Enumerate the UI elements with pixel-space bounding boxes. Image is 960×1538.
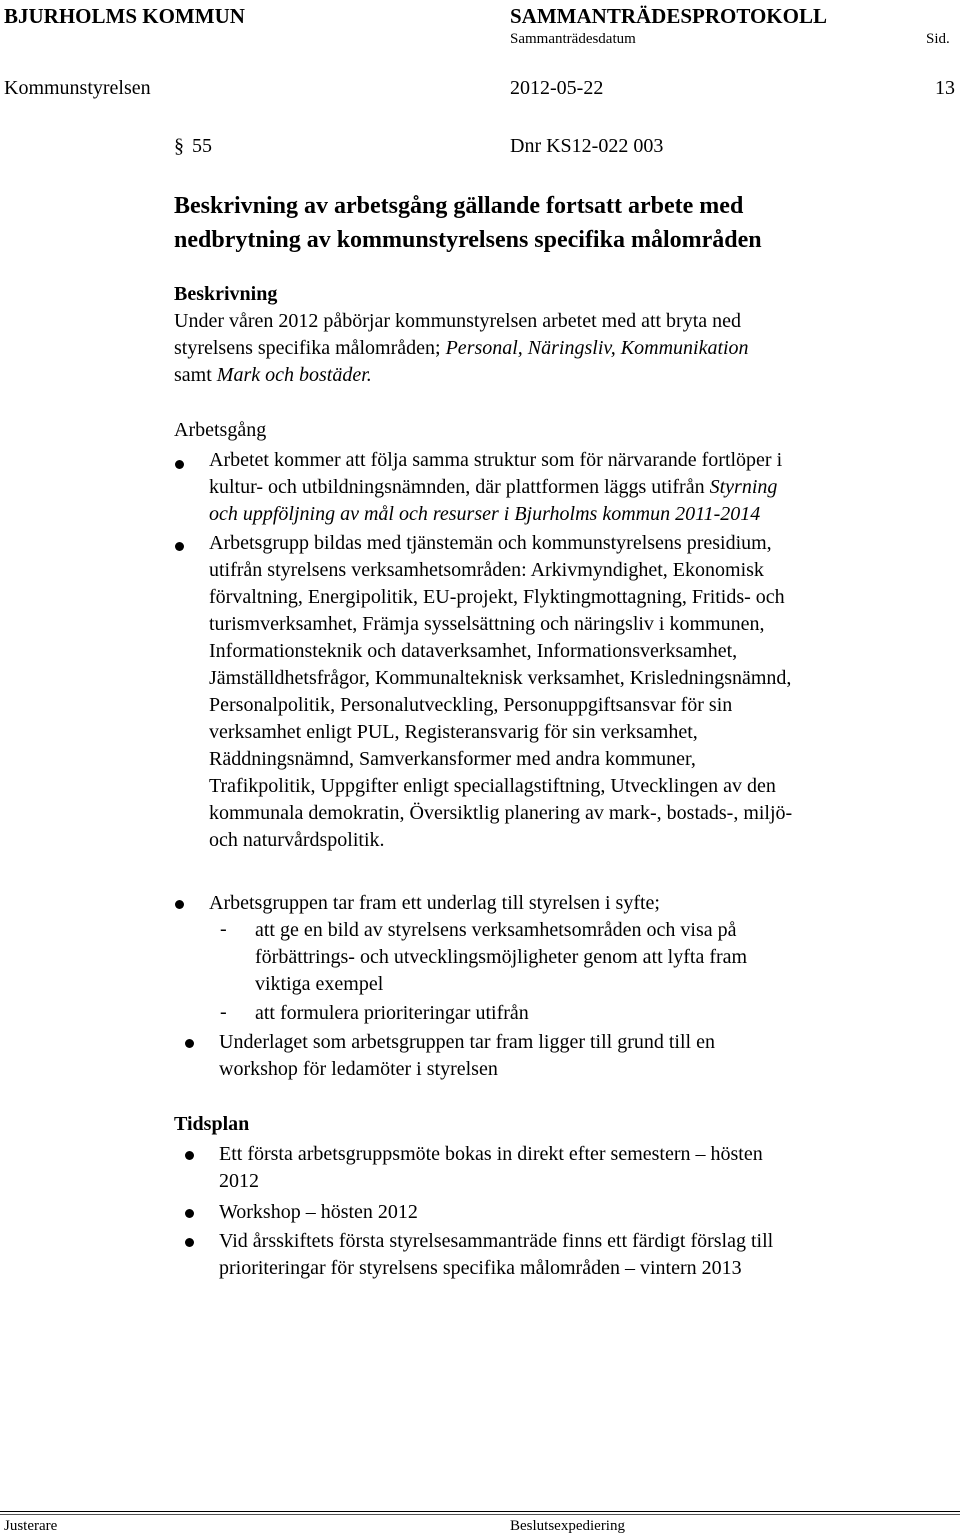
beskrivning-line: [174, 362, 749, 389]
beskrivning-line: Under våren 2012 påbörjar kommunstyrelsen arbetet med att bryta ned: [174, 310, 742, 332]
footer-beslutsexpediering: Beslutsexpediering: [510, 1518, 625, 1534]
bullet-icon: [175, 542, 184, 551]
footer-justerare: Justerare: [4, 1518, 58, 1534]
text-span: samt: [174, 364, 217, 386]
tidsplan-line: prioriteringar för styrelsens specifika målområden – vintern 2013: [219, 1257, 742, 1279]
tidsplan-line: Ett första arbetsgruppsmöte bokas in direkt efter semestern – hösten: [219, 1143, 763, 1165]
tidsplan-item-2: Workshop – hösten 2012: [219, 1201, 418, 1223]
arbetsgang-bullet-3: Arbetsgruppen tar fram ett underlag till styrelsen i syfte;: [209, 892, 660, 914]
bullet-icon: [175, 460, 184, 469]
bullet-line: utifrån styrelsens verksamhetsområden: Arkivmyndighet, Ekonomisk: [209, 559, 764, 581]
italic-span: och uppföljning av mål och resurser i Bjurholms kommun 2011-2014: [209, 503, 761, 525]
tidsplan-line: Vid årsskiftets första styrelsesammanträde finns ett färdigt förslag till: [219, 1230, 774, 1252]
italic-span: Mark och bostäder.: [216, 364, 372, 386]
bullet-line: verksamhet enligt PUL, Registeransvarig för sin verksamhet,: [209, 721, 698, 743]
committee-name: Kommunstyrelsen: [4, 77, 151, 99]
bullet-line: Jämställdhetsfrågor, Kommunalteknisk verksamhet, Krisledningsnämnd,: [209, 667, 792, 689]
footer-divider: [0, 1511, 960, 1512]
bullet-icon: [185, 1151, 194, 1160]
beskrivning-line: [174, 335, 749, 362]
tidsplan-item-3: [219, 1228, 773, 1282]
bullet-line: kommunala demokratin, Översiktlig planering av mark-, bostads-, miljö-: [209, 802, 793, 824]
arbetsgang-bullet-1: [209, 447, 782, 528]
bullet-line: Personalpolitik, Personalutveckling, Personuppgiftsansvar för sin: [209, 694, 733, 716]
bullet-line: turismverksamhet, Främja sysselsättning och näringsliv i kommunen,: [209, 613, 765, 635]
italic-span: Personal, Näringsliv, Kommunikation: [445, 337, 749, 359]
dash-line: viktiga exempel: [255, 973, 384, 995]
bullet-line: Arbetet kommer att följa samma struktur som för närvarande fortlöper i: [209, 449, 783, 471]
tidsplan-heading: Tidsplan: [174, 1113, 250, 1135]
bullet-line: [209, 474, 782, 501]
bullet-line: förvaltning, Energipolitik, EU-projekt, Flyktingmottagning, Fritids- och: [209, 586, 785, 608]
arbetsgang-bullet-2: [209, 530, 792, 854]
dnr: Dnr KS12-022 003: [510, 135, 664, 157]
title-line-1: Beskrivning av arbetsgång gällande fortsatt arbete med: [174, 193, 744, 219]
title-line-2: nedbrytning av kommunstyrelsens specifika målområden: [174, 227, 762, 253]
paragraph-number: 55: [192, 135, 212, 157]
bullet-line: Arbetsgrupp bildas med tjänstemän och kommunstyrelsens presidium,: [209, 532, 772, 554]
beskrivning-heading: Beskrivning: [174, 283, 278, 305]
bullet-icon: [185, 1209, 194, 1218]
bullet-line: och naturvårdspolitik.: [209, 829, 385, 851]
section-sign: §: [174, 135, 184, 157]
page-title: [174, 189, 762, 257]
bullet-icon: [175, 900, 184, 909]
page-number: 13: [935, 77, 955, 99]
arbetsgang-bullet-4: [219, 1029, 715, 1083]
arbetsgang-heading: Arbetsgång: [174, 419, 267, 441]
date-label: Sammanträdesdatum: [510, 31, 636, 47]
dash-item-1: [255, 917, 747, 998]
dash-line: att ge en bild av styrelsens verksamhetsområden och visa på: [255, 919, 737, 941]
text-span: kultur- och utbildningsnämnden, där plattformen läggs utifrån: [209, 476, 710, 498]
dash-marker: -: [220, 918, 227, 940]
bullet-line: [209, 501, 782, 528]
dash-marker: -: [220, 1001, 227, 1023]
bullet-line: Räddningsnämnd, Samverkansformer med andra kommuner,: [209, 748, 696, 770]
tidsplan-item-1: [219, 1141, 763, 1195]
text-span: styrelsens specifika målområden;: [174, 337, 446, 359]
bullet-line: workshop för ledamöter i styrelsen: [219, 1058, 498, 1080]
dash-item-2: att formulera prioriteringar utifrån: [255, 1002, 529, 1024]
italic-span: Styrning: [709, 476, 778, 498]
doc-type: SAMMANTRÄDESPROTOKOLL: [510, 4, 827, 28]
tidsplan-line: 2012: [219, 1170, 259, 1192]
dash-line: förbättrings- och utvecklingsmöjligheter genom att lyfta fram: [255, 946, 748, 968]
bullet-line: Trafikpolitik, Uppgifter enligt speciallagstiftning, Utvecklingen av den: [209, 775, 776, 797]
beskrivning-text: [174, 308, 749, 389]
bullet-icon: [185, 1039, 194, 1048]
meeting-date: 2012-05-22: [510, 77, 604, 99]
footer-signature-line: [0, 1514, 960, 1515]
bullet-icon: [185, 1238, 194, 1247]
bullet-line: Informationsteknik och dataverksamhet, Informationsverksamhet,: [209, 640, 738, 662]
page-label: Sid.: [926, 31, 950, 47]
bullet-line: Underlaget som arbetsgruppen tar fram ligger till grund till en: [219, 1031, 715, 1053]
org-name: BJURHOLMS KOMMUN: [4, 4, 245, 28]
